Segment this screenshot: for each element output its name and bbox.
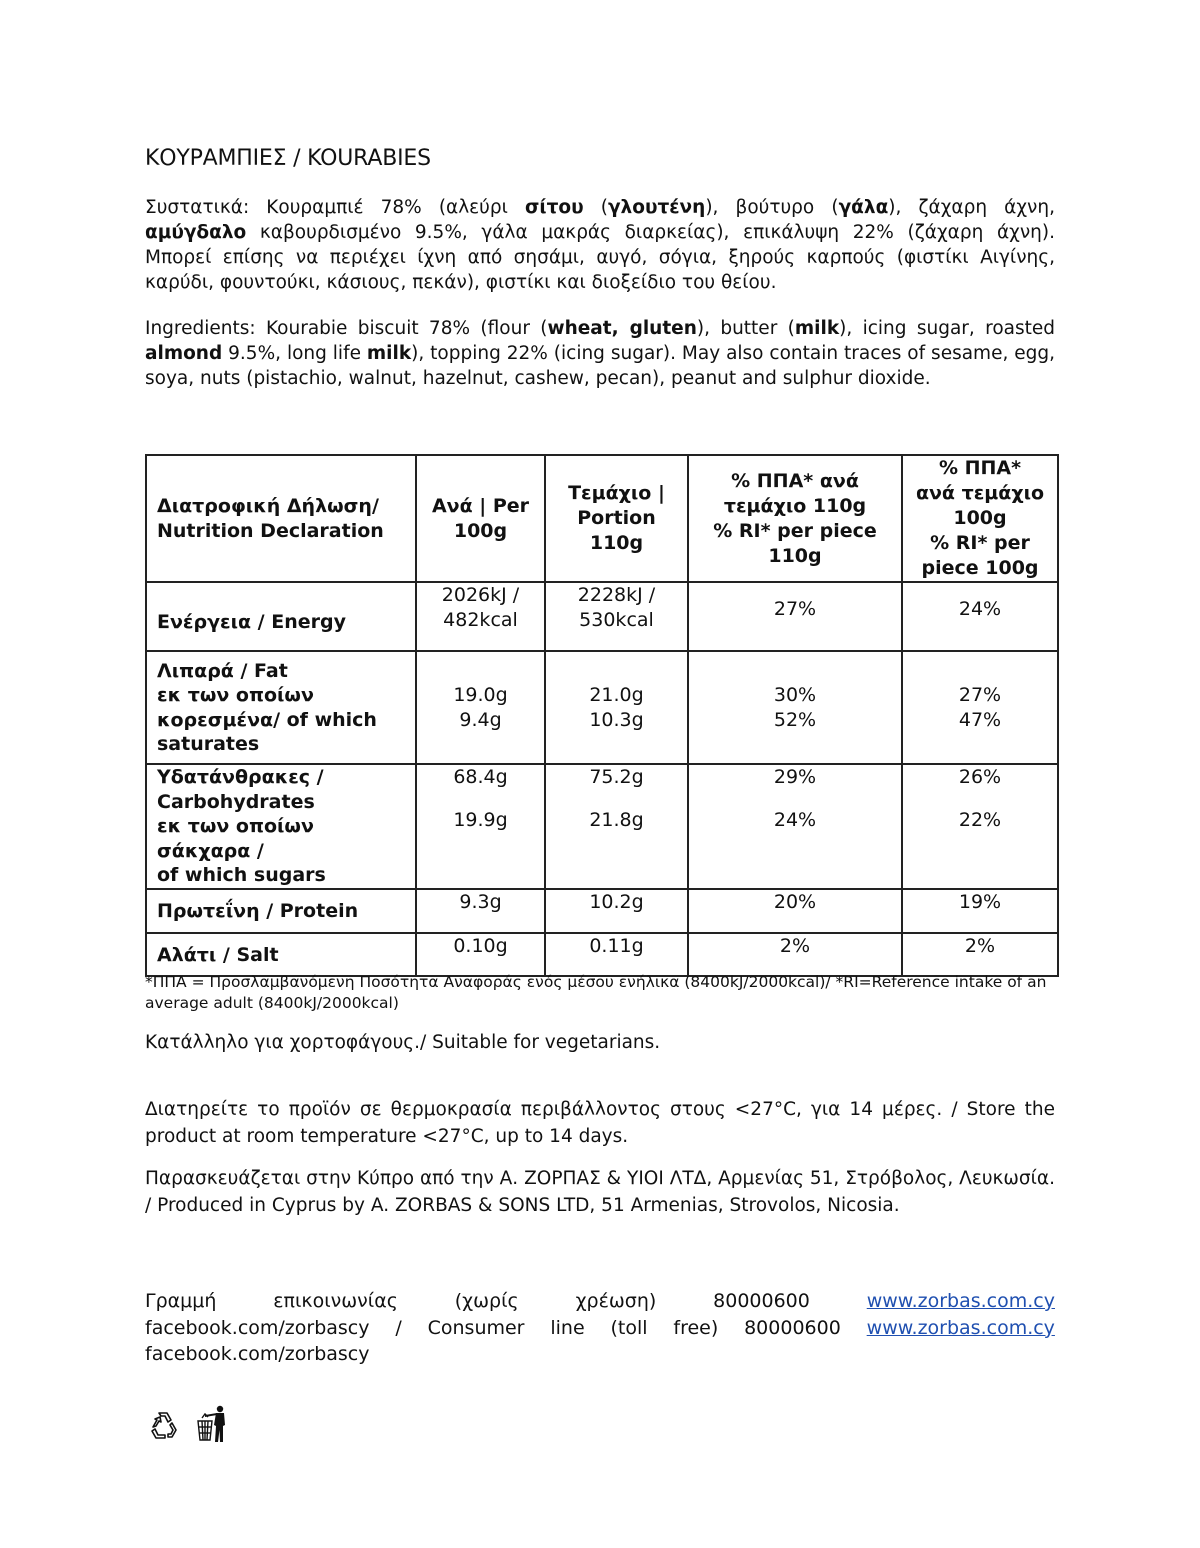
salt-ri110: 2% — [688, 933, 902, 976]
energy-per100: 2026kJ / 482kcal — [416, 582, 545, 651]
product-title: ΚΟΥΡΑΜΠΙΕΣ / KOURABIES — [145, 146, 431, 171]
row-label-carbohydrates: Υδατάνθρακες / Carbohydrates εκ των οποίων σάκχαρα / of which sugars — [146, 764, 416, 889]
website-link[interactable]: www.zorbas.com.cy — [866, 1290, 1055, 1312]
contact-word: χρέωση) — [575, 1290, 657, 1312]
carbs-ri100: 26% 22% — [902, 764, 1058, 889]
vegetarian-note: Κατάλληλο για χορτοφάγους./ Suitable for vegetarians. — [145, 1032, 661, 1053]
phone-number: 80000600 — [713, 1290, 810, 1312]
disposal-icons — [145, 1405, 229, 1448]
table-header-row — [146, 455, 1058, 582]
header-portion: Τεμάχιο | Portion 110g — [545, 455, 688, 582]
contact-word: (χωρίς — [454, 1290, 519, 1312]
contact-word: επικοινωνίας — [273, 1290, 398, 1312]
row-label-protein: Πρωτεΐνη / Protein — [146, 889, 416, 933]
protein-ri110: 20% — [688, 889, 902, 933]
table-row — [146, 933, 1058, 976]
contact-word: (toll — [610, 1316, 648, 1339]
header-per-100g: Ανά | Per 100g — [416, 455, 545, 582]
fat-ri110: 30% 52% — [688, 651, 902, 764]
table-row — [146, 889, 1058, 933]
energy-ri110: 27% — [688, 582, 902, 651]
carbs-portion: 75.2g 21.8g — [545, 764, 688, 889]
contact-line-3: facebook.com/zorbascy — [145, 1343, 370, 1365]
energy-portion: 2228kJ / 530kcal — [545, 582, 688, 651]
tidyman-bin-icon — [195, 1405, 229, 1448]
protein-portion: 10.2g — [545, 889, 688, 933]
table-row — [146, 764, 1058, 889]
fat-ri100: 27% 47% — [902, 651, 1058, 764]
contact-block — [145, 1288, 1055, 1368]
salt-portion: 0.11g — [545, 933, 688, 976]
table-row — [146, 582, 1058, 651]
row-label-energy: Ενέργεια / Energy — [146, 582, 416, 651]
contact-word: line — [550, 1316, 585, 1339]
producer-note: Παρασκευάζεται στην Κύπρο από την Α. ΖΟΡΠΑΣ & ΥΙΟΙ ΛΤΔ, Αρμενίας 51, Στρόβολος, Λευκωσία. / Produced in Cyprus by A. ZORBAS & SONS LTD, 51 Armenias, Strovolos, Nicosia. — [145, 1168, 1055, 1216]
website-link[interactable]: www.zorbas.com.cy — [866, 1316, 1055, 1339]
nutrition-table — [145, 454, 1059, 977]
contact-line-1 — [145, 1288, 1055, 1315]
ingredients-greek: Συστατικά: Κουραμπιέ 78% (αλεύρι σίτου (γλουτένη), βούτυρο (γάλα), ζάχαρη άχνη, αμύγδαλο καβουρδισμένο 9.5%, γάλα μακράς διαρκείας), επικάλυψη 22% (ζάχαρη άχνη). Μπορεί επίσης να περιέχει ίχνη από σησάμι, αυγό, σόγια, ξηρούς καρπούς (φιστίκι Αιγίνης, καρύδι, φουντούκι, κάσιους, πεκάν), φιστίκι και διοξείδιο του θείου. — [145, 197, 1055, 293]
contact-word: Γραμμή — [145, 1290, 217, 1312]
row-label-salt: Αλάτι / Salt — [146, 933, 416, 976]
energy-ri100: 24% — [902, 582, 1058, 651]
facebook-text: facebook.com/zorbascy — [145, 1316, 370, 1339]
phone-number: 80000600 — [744, 1316, 841, 1339]
contact-word: Consumer — [427, 1316, 525, 1339]
table-row — [146, 651, 1058, 764]
protein-ri100: 19% — [902, 889, 1058, 933]
header-ri-per-piece-100g: % ΠΠΑ* ανά τεμάχιο 100g % RI* per piece 100g — [902, 455, 1058, 582]
protein-per100: 9.3g — [416, 889, 545, 933]
carbs-ri110: 29% 24% — [688, 764, 902, 889]
recycle-icon — [145, 1407, 181, 1448]
carbs-per100: 68.4g 19.9g — [416, 764, 545, 889]
fat-portion: 21.0g 10.3g — [545, 651, 688, 764]
contact-line-2 — [145, 1315, 1055, 1342]
fat-per100: 19.0g 9.4g — [416, 651, 545, 764]
ri-footnote: *ΠΠΑ = Προσλαμβανόμενη Ποσότητα Αναφοράς ενός μέσου ενήλικα (8400kJ/2000kcal)/ *RI=Reference intake of an average adult (8400kJ/2000kcal) — [145, 973, 1047, 1012]
row-label-fat: Λιπαρά / Fat εκ των οποίων κορεσμένα/ of which saturates — [146, 651, 416, 764]
header-ri-per-piece-110g: % ΠΠΑ* ανά τεμάχιο 110g % RI* per piece 110g — [688, 455, 902, 582]
salt-per100: 0.10g — [416, 933, 545, 976]
contact-word: free) — [673, 1316, 719, 1339]
storage-note: Διατηρείτε το προϊόν σε θερμοκρασία περιβάλλοντος στους <27°C, για 14 μέρες. / Store the product at room temperature <27°C, up to 14 days. — [145, 1099, 1055, 1147]
header-nutrition-declaration: Διατροφική Δήλωση/ Nutrition Declaration — [146, 455, 416, 582]
ingredients-english: Ingredients: Kourabie biscuit 78% (flour (wheat, gluten), butter (milk), icing sugar, roasted almond 9.5%, long life milk), topping 22% (icing sugar). May also contain traces of sesame, egg, soya, nuts (pistachio, walnut, hazelnut, cashew, pecan), peanut and sulphur dioxide. — [145, 318, 1056, 389]
contact-word: / — [395, 1316, 402, 1339]
salt-ri100: 2% — [902, 933, 1058, 976]
